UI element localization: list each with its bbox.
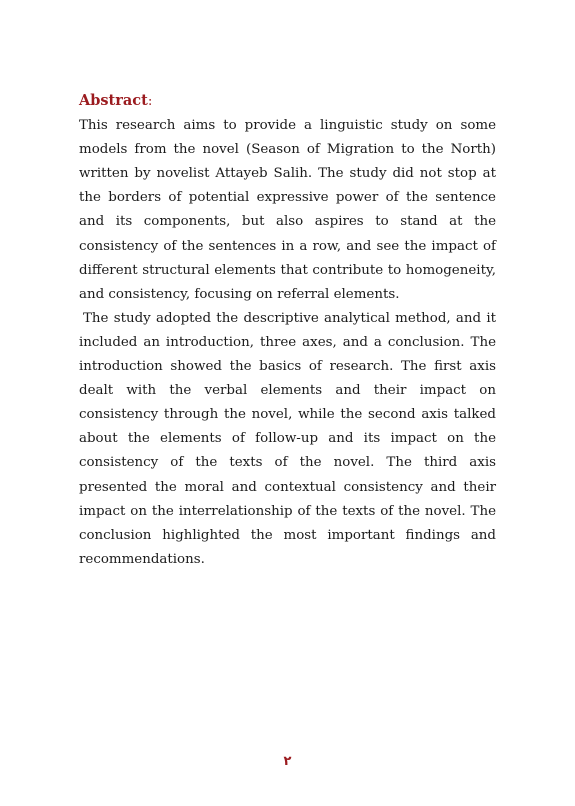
abstract-paragraph-1: This research aims to provide a linguistic study on some models from the novel (Season of Migration to the North) written by novelist Attayeb Salih. The study did not stop at the borders of potential expressive power of the sentence and its components, but also aspires to stand at the consistency of the sentences in a row, and see the impact of different structural elements that contribute to homogeneity, and consistency, focusing on referral elements. xyxy=(79,118,496,302)
abstract-heading-line xyxy=(79,89,496,114)
page-number: ٢ xyxy=(283,754,292,769)
abstract-section xyxy=(79,89,496,572)
abstract-heading: Abstract xyxy=(79,92,148,109)
abstract-heading-colon: : xyxy=(147,94,153,109)
abstract-paragraph-2: The study adopted the descriptive analytical method, and it included an introduction, three axes, and a conclusion. The introduction showed the basics of research. The first axis dealt with the verbal elements and their impact on consistency through the novel, while the second axis talked about the elements of follow-up and its impact on the consistency of the texts of the novel. The third axis presented the moral and contextual consistency and their impact on the interrelationship of the texts of the novel. The conclusion highlighted the most important findings and recommendations. xyxy=(79,310,496,567)
